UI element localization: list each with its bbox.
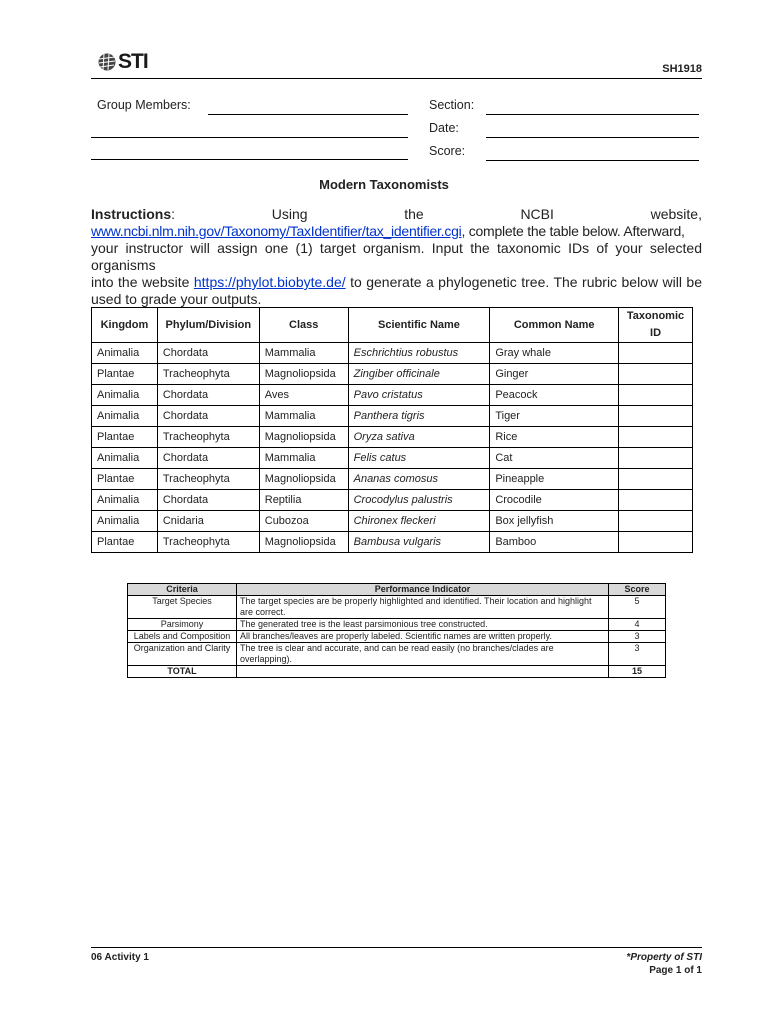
date-line[interactable] [486,137,699,138]
cell-taxonomic-id[interactable] [619,364,693,385]
section-line[interactable] [486,114,699,115]
cell-taxonomic-id[interactable] [619,532,693,553]
cell-class: Magnoliopsida [259,427,348,448]
instructions-line-2 [91,223,702,240]
cell-kingdom: Animalia [92,343,158,364]
rubric-total-value: 15 [609,666,666,678]
cell-scientific-name: Ananas comosus [348,469,490,490]
cell-kingdom: Plantae [92,532,158,553]
document-code: SH1918 [662,63,702,75]
rubric-row [128,619,666,631]
cell-class: Magnoliopsida [259,532,348,553]
cell-common-name: Crocodile [490,490,619,511]
cell-common-name: Cat [490,448,619,469]
rubric-total-blank [237,666,609,678]
taxonomy-row [92,427,693,448]
cell-phylum: Tracheophyta [157,364,259,385]
cell-common-name: Ginger [490,364,619,385]
group-members-label: Group Members: [97,98,191,112]
cell-scientific-name: Zingiber officinale [348,364,490,385]
footer-page: Page 1 of 1 [649,965,702,976]
cell-scientific-name: Panthera tigris [348,406,490,427]
date-label: Date: [429,121,459,135]
cell-class: Mammalia [259,406,348,427]
instructions-text: , complete the table below. Afterward, [461,223,685,239]
cell-scientific-name: Eschrichtius robustus [348,343,490,364]
cell-taxonomic-id[interactable] [619,511,693,532]
taxonomy-header-row [92,308,693,343]
footer-property: *Property of STI [626,952,702,963]
instructions-line-3: your instructor will assign one (1) target organism. Input the taxonomic IDs of your selected organisms [91,240,702,273]
cell-common-name: Tiger [490,406,619,427]
instructions-colon: : [171,206,176,222]
rubric-criteria: Target Species [128,596,237,619]
cell-common-name: Peacock [490,385,619,406]
rubric-score: 5 [609,596,666,619]
instructions [91,206,702,308]
score-label: Score: [429,144,466,158]
group-members-line-2[interactable] [91,137,408,138]
instructions-text: to generate a phylogenetic tree. The rubric below will be [345,274,703,290]
ncbi-link[interactable]: www.ncbi.nlm.nih.gov/Taxonomy/TaxIdentifier/tax_identifier.cgi [91,223,462,239]
taxonomy-row [92,532,693,553]
cell-scientific-name: Bambusa vulgaris [348,532,490,553]
cell-scientific-name: Crocodylus palustris [348,490,490,511]
cell-common-name: Gray whale [490,343,619,364]
footer-activity: 06 Activity 1 [91,952,149,963]
cell-phylum: Tracheophyta [157,532,259,553]
group-members-line-3[interactable] [91,159,408,160]
cell-phylum: Chordata [157,448,259,469]
rubric-criteria: Labels and Composition [128,631,237,643]
cell-phylum: Cnidaria [157,511,259,532]
rubric-col-criteria: Criteria [128,584,237,596]
rubric-row [128,596,666,619]
cell-phylum: Tracheophyta [157,427,259,448]
phylot-link[interactable]: https://phylot.biobyte.de/ [193,274,346,290]
cell-taxonomic-id[interactable] [619,427,693,448]
section-label: Section: [429,98,475,112]
taxonomy-row [92,511,693,532]
header-rule [91,78,702,79]
sti-logo [97,50,148,74]
cell-class: Magnoliopsida [259,469,348,490]
rubric-score: 3 [609,643,666,666]
cell-kingdom: Plantae [92,427,158,448]
cell-kingdom: Animalia [92,448,158,469]
cell-class: Mammalia [259,343,348,364]
cell-taxonomic-id[interactable] [619,490,693,511]
taxonomy-row [92,364,693,385]
cell-class: Cubozoa [259,511,348,532]
cell-phylum: Chordata [157,343,259,364]
taxonomy-row [92,448,693,469]
cell-common-name: Bamboo [490,532,619,553]
cell-kingdom: Plantae [92,364,158,385]
rubric-col-indicator: Performance Indicator [237,584,609,596]
rubric-row [128,631,666,643]
taxonomy-table [91,307,693,553]
footer-rule [91,947,702,948]
cell-class: Reptilia [259,490,348,511]
col-taxonomic-id: Taxonomic ID [619,308,693,343]
cell-taxonomic-id[interactable] [619,448,693,469]
instr-word: Using [271,206,308,222]
rubric-col-score: Score [609,584,666,596]
col-scientific-name: Scientific Name [348,308,490,343]
rubric-total-row [128,666,666,678]
cell-taxonomic-id[interactable] [619,406,693,427]
cell-taxonomic-id[interactable] [619,469,693,490]
instr-word: website, [650,206,702,222]
group-members-line-1[interactable] [208,114,408,115]
cell-common-name: Pineapple [490,469,619,490]
cell-kingdom: Animalia [92,385,158,406]
cell-kingdom: Plantae [92,469,158,490]
instr-word: NCBI [520,206,554,222]
cell-phylum: Chordata [157,406,259,427]
rubric-header-row [128,584,666,596]
cell-scientific-name: Pavo cristatus [348,385,490,406]
cell-taxonomic-id[interactable] [619,385,693,406]
col-kingdom: Kingdom [92,308,158,343]
taxonomy-row [92,490,693,511]
rubric-score: 4 [609,619,666,631]
rubric-indicator: All branches/leaves are properly labeled. Scientific names are written properly. [237,631,609,643]
col-phylum: Phylum/Division [157,308,259,343]
taxonomy-row [92,343,693,364]
cell-common-name: Rice [490,427,619,448]
cell-class: Mammalia [259,448,348,469]
cell-phylum: Tracheophyta [157,469,259,490]
taxonomy-row [92,406,693,427]
taxonomy-row [92,469,693,490]
page-title: Modern Taxonomists [319,177,449,192]
cell-scientific-name: Felis catus [348,448,490,469]
cell-taxonomic-id[interactable] [619,343,693,364]
cell-phylum: Chordata [157,490,259,511]
cell-scientific-name: Chironex fleckeri [348,511,490,532]
cell-kingdom: Animalia [92,511,158,532]
rubric-criteria: Parsimony [128,619,237,631]
instr-word: the [404,206,424,222]
cell-common-name: Box jellyfish [490,511,619,532]
instructions-line-1 [91,206,702,223]
col-common-name: Common Name [490,308,619,343]
rubric-total-label: TOTAL [128,666,237,678]
col-class: Class [259,308,348,343]
rubric-score: 3 [609,631,666,643]
cell-kingdom: Animalia [92,490,158,511]
instructions-line-4 [91,274,702,291]
cell-class: Aves [259,385,348,406]
rubric-criteria: Organization and Clarity [128,643,237,666]
rubric-indicator: The generated tree is the least parsimonious tree constructed. [237,619,609,631]
globe-icon [97,52,117,72]
cell-kingdom: Animalia [92,406,158,427]
cell-scientific-name: Oryza sativa [348,427,490,448]
taxonomy-row [92,385,693,406]
rubric-indicator: The tree is clear and accurate, and can be read easily (no branches/clades are overlapping). [237,643,609,666]
cell-phylum: Chordata [157,385,259,406]
logo-text: STI [118,50,148,73]
rubric-indicator: The target species are be properly highlighted and identified. Their location and highlight are correct. [237,596,609,619]
cell-class: Magnoliopsida [259,364,348,385]
score-line[interactable] [486,160,699,161]
instructions-text: into the website [91,274,194,290]
instructions-lead: Instructions [91,206,172,222]
instructions-line-5: used to grade your outputs. [91,291,262,307]
rubric-row [128,643,666,666]
rubric-table [127,583,666,678]
